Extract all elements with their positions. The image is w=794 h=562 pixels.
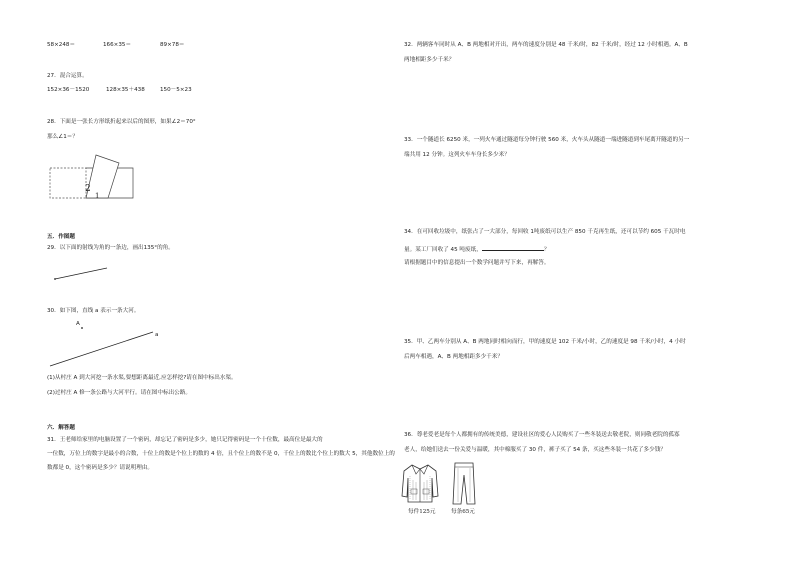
q31-line1: 31．王老师给家里的电脑设置了一个密码，却忘记了密码是多少，她只记得密码是一个十位数，最高位是最大的 [47,437,323,443]
section-6-title: 六．解答题 [47,425,75,431]
q34-line2-text: 量。某工厂回收了 45 吨废纸， [404,247,482,253]
q26-expr-1: 58×248＝ [47,42,76,48]
angle-1-label: 1 [95,192,100,200]
q33-line2: 端共用 12 分钟。这列火车车身长多少米？ [404,152,510,158]
q35-line2: 后两车相遇，A、B 两地相距多少千米？ [404,354,503,360]
paper-folded-flap [86,155,119,198]
q34-line1: 34．在可回收垃圾中，纸张占了一大部分，每回收 1吨废纸可以生产 850 千克再生纸，还可以节约 605 千瓦时电 [404,229,686,235]
pants-price-caption: 每条65元 [451,509,475,515]
section-5-title: 五．作图题 [47,234,75,240]
q35-line1: 35．甲、乙两车分别从 A、B 两地同时相向而行，甲的速度是 102 千米/小时，乙的速度是 98 千米/小时，4 小时 [404,339,686,345]
q34-line2-end: ？ [543,247,550,253]
q32-line2: 两地相距多少千米？ [404,57,455,63]
river-a-label: a [155,332,159,338]
q26-expr-3: 89×78＝ [160,42,185,48]
q27-title: 27．混合运算。 [47,73,88,79]
q36-line1: 36．尊老爱老是每个人都拥有的传统美德，建设社区的爱心人民购买了一些冬装送去敬老院，则同敬老院的孤寡 [404,432,680,438]
village-a-label: A [76,321,80,327]
q27-item-2: 128×35＋438 [106,87,145,93]
q28-text-1: 28．下面是一张长方形纸折起来以后的图形，如果∠2＝70° [47,119,196,125]
angle-2-label: 2 [85,184,91,194]
q29-text: 29．以下面的射线为角的一条边，画出135°的角。 [47,245,174,251]
paper-dashed-part [50,168,86,198]
pants-image [451,461,479,507]
q26-expr-2: 166×35＝ [103,42,132,48]
q27-item-1: 152×36－1520 [47,87,90,93]
q31-line2: 一位数，万位上的数字是最小的合数，十位上的数是个位上的数的 4 倍，且个位上的数不是 0，千位上的数比个位上的数大 5，其他数位上的 [47,451,395,457]
q27-item-3: 150－5×23 [160,87,192,93]
q34-answer-blank[interactable] [482,244,544,251]
q32-line1: 32．两辆客车同时从 A、B 两地相对开出，两车的速度分别是 48 千米/时，82 千米/时，经过 12 小时相遇。A、B [404,42,688,48]
q30-text: 30．如下图，直线 a 表示一条大河。 [47,308,140,314]
q34-line2 [404,244,549,254]
q30-sub2: (2)过村庄 A 修一条公路与大河平行。请在图中标出公路。 [47,390,191,396]
q30-river-line [47,330,157,370]
q36-line2: 老人，给她们送去一份关爱与温暖，其中棉服买了 30 件，裤子买了 54 条，买这些冬装一共花了多少钱？ [404,447,666,453]
q31-line3: 数都是 0，这个密码是多少？请说明理由。 [47,465,154,471]
q30-sub1: (1)从村庄 A 到大河挖一条水渠,要想距离最近,应怎样挖?请在图中标出水渠。 [47,375,237,381]
q29-ray [53,265,113,285]
coat-price-caption: 每件125元 [408,509,436,515]
q34-line3: 请根据题目中的信息提出一个数学问题并写下来，再解答。 [404,260,550,266]
folded-paper-figure [48,150,158,200]
cotton-coat-image [400,462,440,506]
q28-text-2: 那么∠1＝？ [47,134,78,140]
q33-line1: 33．一个隧道长 6250 米，一列火车通过隧道每分钟行驶 560 米，火车头从隧道一端进隧道到车尾离开隧道的另一 [404,137,690,143]
